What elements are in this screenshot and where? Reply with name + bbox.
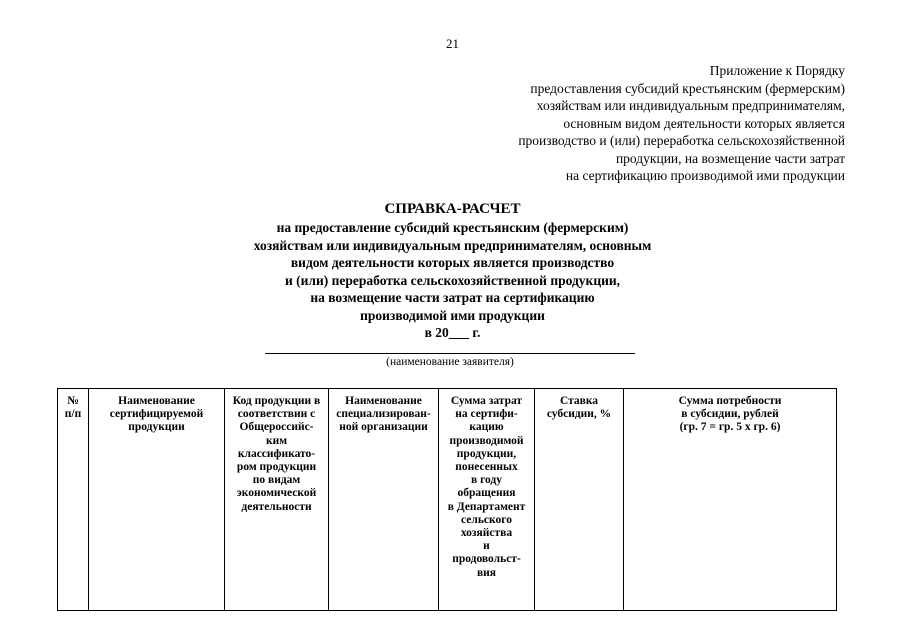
column-header-product-name	[89, 389, 225, 611]
header-line: №	[67, 395, 79, 407]
page-number: 21	[446, 36, 459, 51]
appendix-line: на сертификацию производимой ими продукции	[565, 168, 845, 183]
header-line: по видам	[252, 474, 301, 487]
subtitle-line: на предоставление субсидий крестьянским (фермерским)	[276, 220, 629, 235]
appendix-line: Приложение к Порядку	[709, 63, 845, 78]
header-line: Ставка	[559, 395, 599, 407]
header-line: Код продукции в	[232, 395, 321, 407]
header-line: на сертифи-	[455, 408, 518, 421]
header-line: субсидии, %	[546, 408, 612, 421]
column-header-product-code	[225, 389, 329, 611]
header-line: вия	[476, 566, 497, 579]
header-line: Наименование	[118, 395, 195, 407]
subtitle-line: производимой ими продукции	[360, 307, 545, 323]
subtitle-line: и (или) переработка сельскохозяйственной продукции,	[284, 272, 621, 288]
header-line: деятельности	[241, 500, 312, 513]
header-line: сертифицируемой	[109, 408, 204, 421]
subtitle-line: видом деятельности которых является производство	[290, 255, 615, 270]
column-header-subsidy-need	[624, 389, 837, 611]
calculation-table	[57, 388, 837, 611]
header-line: понесенных	[455, 461, 518, 474]
header-line: ной организации	[339, 421, 428, 434]
header-line: и	[483, 540, 490, 553]
appendix-header	[518, 62, 845, 185]
appendix-line: производство и (или) переработка сельскохозяйственной	[518, 133, 845, 148]
document-subtitle	[0, 219, 905, 342]
appendix-line: основным видом деятельности которых является	[563, 115, 845, 131]
header-line: кацию	[469, 421, 504, 434]
appendix-line: хозяйствам или индивидуальным предпринимателям,	[536, 98, 845, 113]
header-line: (гр. 7 = гр. 5 х гр. 6)	[679, 421, 781, 434]
column-header-cost-sum	[439, 389, 535, 611]
subtitle-line: хозяйствам или индивидуальным предпринимателям, основным	[253, 237, 652, 253]
header-line: соответствии с	[237, 408, 316, 421]
column-header-subsidy-rate	[535, 389, 624, 611]
header-line: производимой	[449, 434, 524, 447]
appendix-line: продукции, на возмещение части затрат	[615, 150, 845, 166]
header-line: Общероссийс-	[239, 421, 314, 434]
applicant-name-line[interactable]	[265, 353, 635, 354]
document-title-block	[0, 200, 905, 342]
subtitle-line: в 20___ г.	[424, 325, 481, 340]
header-line: ром продукции	[236, 461, 317, 474]
header-line: сельского	[461, 513, 512, 526]
header-line: продукции	[128, 421, 185, 434]
appendix-line: предоставления субсидий крестьянским (фермерским)	[530, 80, 845, 96]
header-line: продукции,	[456, 447, 517, 460]
header-line: ким	[265, 434, 288, 447]
header-line: Сумма потребности	[678, 395, 782, 407]
subtitle-line: на возмещение части затрат на сертификацию	[310, 290, 595, 305]
column-header-number	[58, 389, 89, 611]
header-line: обращения	[457, 487, 516, 500]
header-line: продовольст-	[452, 553, 521, 566]
header-line: классификато-	[237, 447, 316, 460]
header-line: экономической	[236, 487, 317, 500]
header-line: Наименование	[345, 395, 422, 407]
header-line: специализирован-	[336, 408, 431, 421]
header-line: в году	[470, 474, 502, 487]
applicant-caption: (наименование заявителя)	[386, 356, 514, 368]
header-line: Сумма затрат	[450, 395, 523, 407]
header-line: в Департамент	[447, 500, 526, 513]
header-line: хозяйства	[460, 527, 513, 540]
column-header-organization	[329, 389, 439, 611]
document-title: СПРАВКА-РАСЧЕТ	[384, 201, 521, 217]
header-line: п/п	[64, 408, 82, 421]
header-line: в субсидии, рублей	[681, 408, 779, 421]
